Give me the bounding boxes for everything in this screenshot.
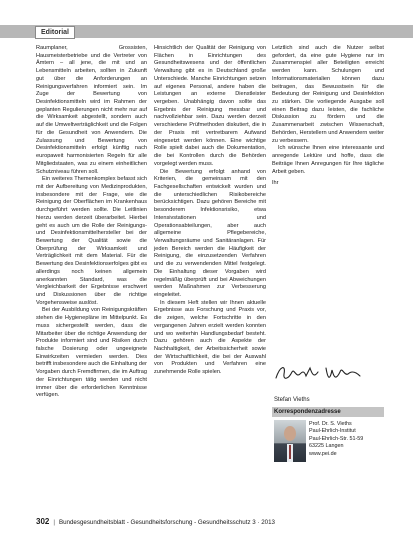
section-label: Editorial <box>35 26 75 39</box>
paragraph: Letztlich sind auch die Nutzer selbst gefordert, da eine gute Hygiene nur im Zusammenspiel aller Beteiligten erreicht werden kann. Schulungen und Informationsmaterialien können dazu beitragen, das Bewusstsein für die Bedeutung der Reinigung und Desinfektion zu stärken. Die vorliegende Ausgabe soll einen Beitrag dazu leisten, die fachliche Diskussion zu fördern und die Zusammenarbeit zwischen Wissenschaft, Behörden, Herstellern und Anwendern weiter zu verbessern. <box>272 45 384 144</box>
closing-word: Ihr <box>272 180 279 187</box>
paragraph: Die Bewertung erfolgt anhand von Kriterien, die gemeinsam mit den Fachgesellschaften entwickelt wurden und die unterschiedlichen Risikobereiche berücksichtigen. Dazu gehören Bereiche mit besonderem Infektionsrisiko, etwa Intensivstationen und Operationsabteilungen, aber auch allgemeine Pflegebereiche, Verwaltungsräume und Sanitäranlagen. Für jeden Bereich werden die Häufigkeit der Reinigung, die einzusetzenden Verfahren und die zu verwendenden Mittel festgelegt. Die Einhaltung dieser Vorgaben wird regelmäßig überprüft und bei Abweichungen werden Maßnahmen zur Verbesserung eingeleitet. <box>154 168 266 298</box>
footer-separator: | <box>53 519 55 526</box>
text-column-1 <box>36 45 147 400</box>
correspondence-heading: Korrespondenzadresse <box>272 407 384 417</box>
paragraph: In diesem Heft stellen wir Ihnen aktuelle Ergebnisse aus Forschung und Praxis vor, die zeigen, welche Fortschritte in den vergangenen Jahren erzielt werden konnten und wo weiterhin Handlungsbedarf besteht. Dazu gehören auch die Aspekte der Nachhaltigkeit, der Arbeitssicherheit sowie der Wirtschaftlichkeit, die bei der Auswahl von Produkten und Verfahren eine zunehmende Rolle spielen. <box>154 299 266 376</box>
paragraph: Bei der Ausbildung von Reinigungskräften stehen die Hygienepläne im Mittelpunkt. Es muss sichergestellt werden, dass die Mitarbeiter über die richtige Anwendung der Produkte informiert sind und Risiken durch falsche Dosierung oder ungeeignete Einwirkzeiten vermieden werden. Dies betrifft insbesondere auch die Einhaltung der Vorgaben durch Fremdfirmen, die im Auftrag der Einrichtungen tätig werden und nicht immer über die erforderlichen Kenntnisse verfügen. <box>36 307 147 399</box>
correspondence-address <box>309 421 363 458</box>
address-line: Paul-Ehrlich-Str. 51-59 <box>309 435 364 442</box>
page-number: 302 <box>36 517 50 526</box>
address-line: Prof. Dr. S. Vieths <box>309 421 352 427</box>
author-photo <box>274 420 306 462</box>
paragraph: Raumplaner, Grossisten, Hausmeisterbetriebe und die Vertreter von Ämtern – all jene, die mit und an Lebensmitteln arbeiten, sollten in Zukunft gut über die Anforderungen an Reinigungsverfahren informiert sein. Im Zuge der Bewertung von Desinfektionsmitteln wird im Rahmen der geplanten Regulierungen nicht mehr nur auf die Wirksamkeit abgestellt, sondern auch auf die Umweltverträglichkeit und die Folgen für die Gesundheit von Anwendern. Die Zulassung und Bewertung von Desinfektionsmitteln erfolgt künftig nach europaweit harmonisierten Regeln für alle Mitgliedstaaten, was zu einem einheitlichen Schutzniveau führen soll. <box>36 45 147 175</box>
text-column-2 <box>154 45 266 377</box>
handwritten-signature <box>274 360 364 386</box>
address-line: 63225 Langen <box>309 443 344 450</box>
text-column-3 <box>272 45 384 188</box>
author-name: Stefan Vieths <box>274 397 310 403</box>
address-line[interactable]: www.pei.de <box>309 450 337 457</box>
address-line: Paul-Ehrlich-Institut <box>309 428 356 435</box>
paragraph: Hinsichtlich der Qualität der Reinigung von Flächen in Einrichtungen des Gesundheitswesens und der öffentlichen Verwaltung gibt es in Deutschland große Unterschiede. Manche Einrichtungen setzen auf eigenes Personal, andere haben die Leistungen an externe Dienstleister vergeben. Unabhängig davon sollte das Ergebnis der Reinigung messbar und nachvollziehbar sein. Dazu werden derzeit verschiedene Prüfmethoden diskutiert, die in der Praxis mit vertretbarem Aufwand eingesetzt werden können. Eine wichtige Rolle spielt dabei auch die Dokumentation, die bei Kontrollen durch die Behörden vorgelegt werden muss. <box>154 45 266 167</box>
page-footer <box>36 517 275 526</box>
paragraph: Ein weiteres Themenkomplex befasst sich mit der Aufbereitung von Medizinprodukten, insbesondere mit der Frage, wie die Reinigung der Oberflächen im Krankenhaus durchgeführt werden sollte. Die Leitlinien hierzu werden derzeit überarbeitet. Hierbei geht es auch um die Rolle der Reinigungs- und Desinfektionsmittelhersteller bei der Bewertung der Qualität sowie die Überprüfung der Wirksamkeit und Verträglichkeit mit dem Material. Für die Bewertung des Desinfektionserfolges gibt es allerdings noch keinen allgemein anerkannten Standard, was die Vergleichbarkeit der Ergebnisse erschwert und Diskussionen über die richtige Vorgehensweise auslöst. <box>36 176 147 306</box>
paragraph: Ich wünsche Ihnen eine interessante und anregende Lektüre und hoffe, dass die Beiträge Ihnen Anregungen für Ihre tägliche Arbeit geben. <box>272 145 384 175</box>
journal-citation: Bundesgesundheitsblatt - Gesundheitsforschung - Gesundheitsschutz 3 · 2013 <box>58 519 275 526</box>
